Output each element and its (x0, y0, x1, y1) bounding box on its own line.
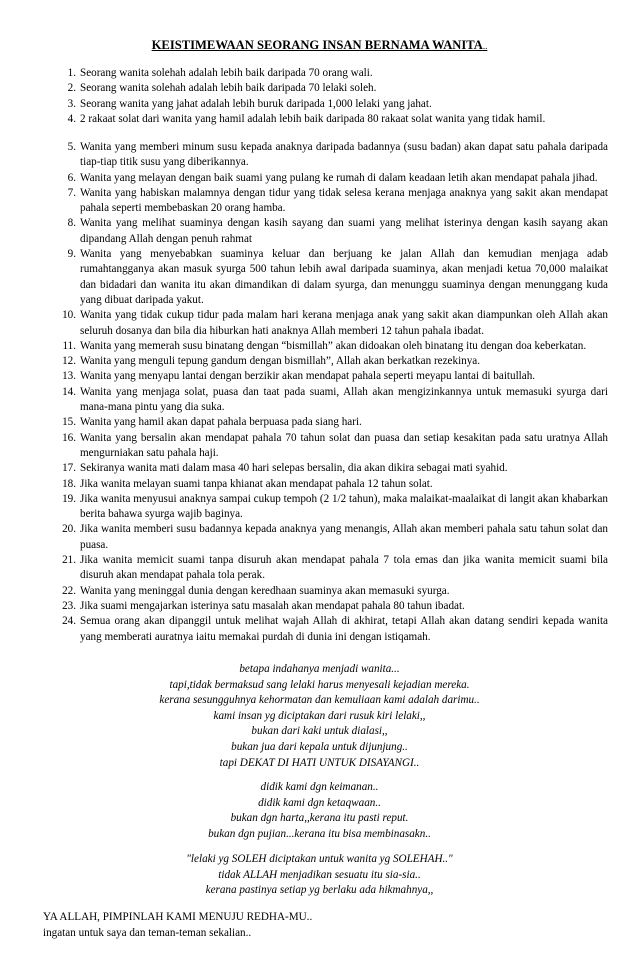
list-item (52, 522, 608, 553)
list-item-number: 24. (62, 615, 76, 628)
list-item-number: 1. (67, 67, 76, 79)
list-item-text: Wanita yang bersalin akan mendapat pahala 70 tahun solat dan puasa dan setiap kesakitan pada satu uratnya Allah mengurniakan satu pahala haji. (80, 431, 608, 459)
title-text: KEISTIMEWAAN SEORANG INSAN BERNAMA WANITA (151, 38, 483, 52)
poem-line: bukan dgn pujian...kerana itu bisa membinasakn.. (208, 827, 431, 840)
list-item (52, 461, 608, 476)
list-item-text: Wanita yang memberi minum susu kepada anaknya daripada badannya (susu badan) akan dapat satu pahala daripada tiap-tiap titik susu yang diberikannya. (80, 141, 608, 169)
document-title (0, 38, 639, 53)
list-item-text: Jika wanita menyusui anaknya sampai cukup tempoh (2 1/2 tahun), maka malaikat-maalaikat di langit akan khabarkan berita bahawa syurga wajib baginya. (80, 492, 608, 521)
poem-line: bukan dgn harta,,kerana itu pasti reput. (230, 812, 409, 825)
list-item (52, 97, 608, 112)
benefits-list-part-1 (52, 66, 608, 127)
list-item-text: Wanita yang tidak cukup tidur pada malam hari kerana menjaga anak yang sakit akan diampunkan oleh Allah akan seluruh dosanya dan bila dia hiburkan hati anaknya Allah memberi 12 tahun pahala ibadat. (80, 309, 608, 337)
closing-note (43, 909, 312, 941)
list-item (52, 140, 608, 171)
list-item-text: Wanita yang memerah susu binatang dengan “bismillah” akan didoakan oleh binatang itu dengan doa keberkatan. (80, 339, 587, 352)
poem-stanza-2 (0, 780, 639, 842)
list-item-text: Wanita yang menguli tepung gandum dengan bismillah”, Allah akan berkatkan rezekinya. (80, 355, 481, 368)
poem-stanza-1 (0, 662, 639, 771)
list-item-number: 15. (62, 416, 76, 429)
list-item-text: 2 rakaat solat dari wanita yang hamil adalah lebih baik daripada 80 rakaat solat wanita yang tidak hamil. (80, 112, 546, 125)
title-suffix: .. (482, 41, 488, 51)
list-item-text: Semua orang akan dipanggil untuk melihat wajah Allah di akhirat, tetapi Allah akan datang sendiri kepada wanita yang memberati auratnya iaitu memakai purdah di dunia ini dengan istiqamah. (80, 615, 608, 643)
poem-line: didik kami dgn ketaqwaan.. (258, 796, 381, 809)
list-item-number: 19. (62, 492, 76, 505)
list-item (52, 385, 608, 416)
list-item (52, 477, 608, 492)
poem-stanza-3 (0, 852, 639, 899)
list-item-text: Seorang wanita yang jahat adalah lebih buruk daripada 1,000 lelaki yang jahat. (80, 97, 432, 110)
list-item-text: Wanita yang habiskan malamnya dengan tidur yang tidak selesa kerana menjaga anaknya yang sakit akan mendapat pahala seperti membebaskan 20 orang hamba. (80, 186, 608, 215)
list-item-text: Jika wanita memicit suami tanpa disuruh akan mendapat pahala 7 tola emas dan jika wanita memicit suami bila disuruh akan mendapat pahala tola perak. (80, 554, 608, 582)
list-item-number: 21. (62, 554, 76, 567)
list-item-number: 5. (67, 141, 76, 153)
poem-line: kami insan yg diciptakan dari rusuk kiri lelaki,, (213, 709, 426, 722)
list-item (52, 599, 608, 614)
list-item (52, 171, 608, 186)
list-item (52, 308, 608, 339)
list-item-text: Jika wanita memberi susu badannya kepada anaknya yang menangis, Allah akan memberi pahala satu tahun solat dan puasa. (80, 523, 608, 551)
closing-reminder: ingatan untuk saya dan teman-teman sekalian.. (43, 927, 252, 939)
list-item (52, 431, 608, 462)
list-item (52, 339, 608, 354)
list-item-text: Wanita yang meninggal dunia dengan keredhaan suaminya akan memasuki syurga. (80, 584, 450, 597)
list-item-number: 7. (67, 186, 76, 199)
list-item-text: Wanita yang menyapu lantai dengan berzikir akan mendapat pahala seperti meyapu lantai di baitullah. (80, 370, 536, 383)
list-item-number: 23. (62, 599, 76, 612)
list-item-number: 6. (67, 171, 76, 184)
closing-prayer: YA ALLAH, PIMPINLAH KAMI MENUJU REDHA-MU.. (43, 911, 313, 923)
poem-line: tidak ALLAH menjadikan sesuatu itu sia-sia.. (218, 868, 421, 881)
list-item-number: 10. (62, 309, 76, 322)
list-item-text: Jika suami mengajarkan isterinya satu masalah akan mendapat pahala 80 tahun ibadat. (80, 599, 465, 612)
list-item-text: Seorang wanita solehah adalah lebih baik daripada 70 lelaki soleh. (80, 82, 377, 95)
poem-line: kerana sesungguhnya kehormatan dan kemuliaan kami adalah darimu.. (159, 694, 480, 707)
list-item-text: Wanita yang menjaga solat, puasa dan taat pada suami, Allah akan mengizinkannya untuk memasuki syurga dari mana-mana pintu yang dia suka. (80, 385, 608, 414)
list-item (52, 354, 608, 369)
list-item (52, 584, 608, 599)
list-item-text: Seorang wanita solehah adalah lebih baik daripada 70 orang wali. (80, 67, 373, 79)
list-item (52, 186, 608, 217)
poem-line: tapi DEKAT DI HATI UNTUK DISAYANGI.. (219, 756, 420, 769)
list-item-number: 11. (62, 339, 76, 352)
list-item-number: 4. (67, 112, 76, 125)
benefits-list-part-2 (52, 140, 608, 645)
list-item-number: 13. (62, 370, 76, 383)
poem-line: bukan dari kaki untuk dialasi,, (251, 725, 388, 738)
list-item-number: 17. (62, 462, 76, 475)
list-item (52, 553, 608, 584)
list-item-text: Wanita yang melihat suaminya dengan kasih sayang dan suami yang melihat isterinya dengan kasih sayang akan dipandang Allah dengan penuh rahmat (80, 217, 608, 245)
poem-line: tapi,tidak bermaksud sang lelaki harus menyesali kejadian mereka. (169, 678, 470, 691)
list-item (52, 112, 608, 127)
list-item-text: Wanita yang menyebabkan suaminya keluar dan berjuang ke jalan Allah dan kemudian menjaga adab rumahtangganya akan masuk syurga 500 tahun lebih awal daripada suaminya, akan menjadi ketua 70,000 malaikat dan bidadari dan wanita itu akan dimandikan di dalam syurga, dan menunggu suaminya dengan menunggang kuda yang dibuat daripada yakut. (80, 248, 608, 306)
list-item (52, 415, 608, 430)
list-item-text: Sekiranya wanita mati dalam masa 40 hari selepas bersalin, dia akan dikira sebagai mati syahid. (80, 462, 508, 475)
list-item (52, 216, 608, 247)
list-item-number: 20. (62, 523, 76, 536)
list-item-text: Jika wanita melayan suami tanpa khianat akan mendapat pahala 12 tahun solat. (80, 477, 433, 490)
list-item-number: 3. (67, 97, 76, 110)
poem-line: "lelaki yg SOLEH diciptakan untuk wanita yg SOLEHAH.." (186, 853, 453, 865)
list-item (52, 66, 608, 81)
list-item-text: Wanita yang hamil akan dapat pahala berpuasa pada siang hari. (80, 416, 362, 429)
list-item-number: 12. (62, 355, 76, 368)
list-item-number: 18. (62, 477, 76, 490)
list-item-number: 16. (62, 431, 76, 444)
list-item-number: 22. (62, 584, 76, 597)
poem-line: bukan jua dari kepala untuk dijunjung.. (231, 740, 408, 753)
list-item-number: 14. (62, 385, 76, 398)
list-item (52, 369, 608, 384)
list-item (52, 247, 608, 308)
list-item-number: 8. (67, 217, 76, 230)
list-item-number: 9. (67, 248, 76, 261)
list-item (52, 492, 608, 523)
list-item (52, 81, 608, 96)
poem-line: kerana pastinya setiap yg berlaku ada hikmahnya,, (205, 884, 434, 897)
list-item (52, 614, 608, 645)
poem-line: didik kami dgn keimanan.. (260, 781, 379, 793)
list-item-text: Wanita yang melayan dengan baik suami yang pulang ke rumah di dalam keadaan letih akan mendapat pahala jihad. (80, 171, 598, 184)
poem-line: betapa indahanya menjadi wanita... (239, 663, 400, 675)
list-item-number: 2. (67, 82, 76, 95)
